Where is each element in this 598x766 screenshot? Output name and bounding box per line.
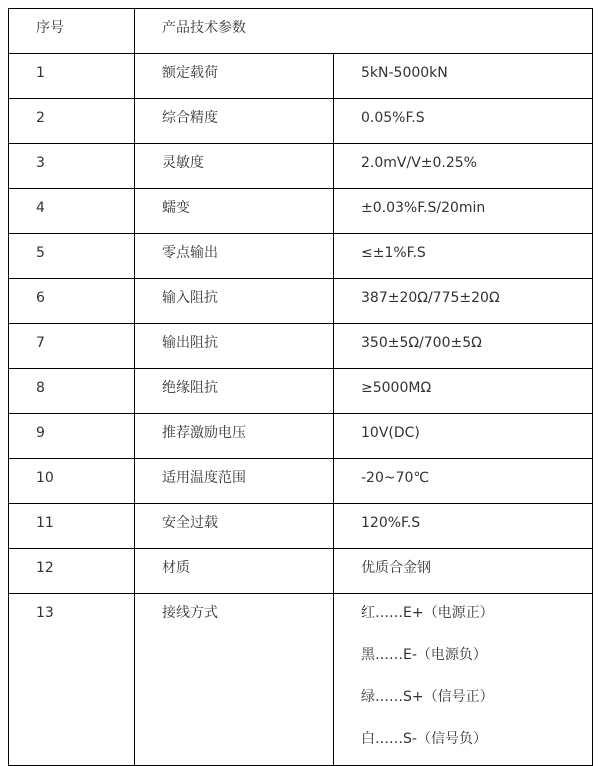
row-param-name: 灵敏度: [135, 144, 334, 189]
header-row: [9, 9, 593, 54]
table-row: [9, 144, 593, 189]
row-param-name: 输入阻抗: [135, 279, 334, 324]
row-param-name: 适用温度范围: [135, 459, 334, 504]
table-row: [9, 414, 593, 459]
row-no: 10: [9, 459, 135, 504]
table-row: [9, 279, 593, 324]
row-param-name: 接线方式: [135, 594, 334, 766]
row-param-value: ≤±1%F.S: [334, 234, 593, 279]
header-no: 序号: [9, 9, 135, 54]
row-param-value: 0.05%F.S: [334, 99, 593, 144]
row-param-value: 2.0mV/V±0.25%: [334, 144, 593, 189]
table-row: [9, 54, 593, 99]
row-no: 6: [9, 279, 135, 324]
row-param-value: 5kN-5000kN: [334, 54, 593, 99]
row-no: 9: [9, 414, 135, 459]
table-row: [9, 189, 593, 234]
row-no: 1: [9, 54, 135, 99]
table-row: [9, 324, 593, 369]
row-param-value: 优质合金钢: [334, 549, 593, 594]
table-row: [9, 459, 593, 504]
row-no: 8: [9, 369, 135, 414]
row-param-name: 绝缘阻抗: [135, 369, 334, 414]
row-param-name: 输出阻抗: [135, 324, 334, 369]
row-no: 2: [9, 99, 135, 144]
row-no: 11: [9, 504, 135, 549]
wiring-line: 红……E+（电源正）: [361, 605, 494, 621]
table-row: [9, 369, 593, 414]
row-param-value: ≥5000MΩ: [334, 369, 593, 414]
row-param-value: 387±20Ω/775±20Ω: [334, 279, 593, 324]
row-no: 4: [9, 189, 135, 234]
row-no: 12: [9, 549, 135, 594]
header-params: 产品技术参数: [135, 9, 593, 54]
wiring-row: [9, 594, 593, 766]
row-no: 13: [9, 594, 135, 766]
row-param-value: ±0.03%F.S/20min: [334, 189, 593, 234]
row-no: 3: [9, 144, 135, 189]
row-param-value: 10V(DC): [334, 414, 593, 459]
wiring-line: 白……S-（信号负）: [361, 731, 487, 747]
row-param-name: 额定载荷: [135, 54, 334, 99]
table-row: [9, 504, 593, 549]
row-param-name: 综合精度: [135, 99, 334, 144]
wiring-line: 黑……E-（电源负）: [361, 647, 487, 663]
table-row: [9, 549, 593, 594]
row-param-value: 350±5Ω/700±5Ω: [334, 324, 593, 369]
wiring-values: [334, 594, 593, 766]
table-row: [9, 99, 593, 144]
row-param-name: 零点输出: [135, 234, 334, 279]
row-param-name: 安全过载: [135, 504, 334, 549]
row-param-name: 材质: [135, 549, 334, 594]
row-param-name: 推荐激励电压: [135, 414, 334, 459]
table-row: [9, 234, 593, 279]
spec-table: [8, 8, 593, 766]
row-param-value: 120%F.S: [334, 504, 593, 549]
wiring-line: 绿……S+（信号正）: [361, 689, 494, 705]
row-param-name: 蠕变: [135, 189, 334, 234]
row-param-value: -20~70℃: [334, 459, 593, 504]
row-no: 7: [9, 324, 135, 369]
row-no: 5: [9, 234, 135, 279]
